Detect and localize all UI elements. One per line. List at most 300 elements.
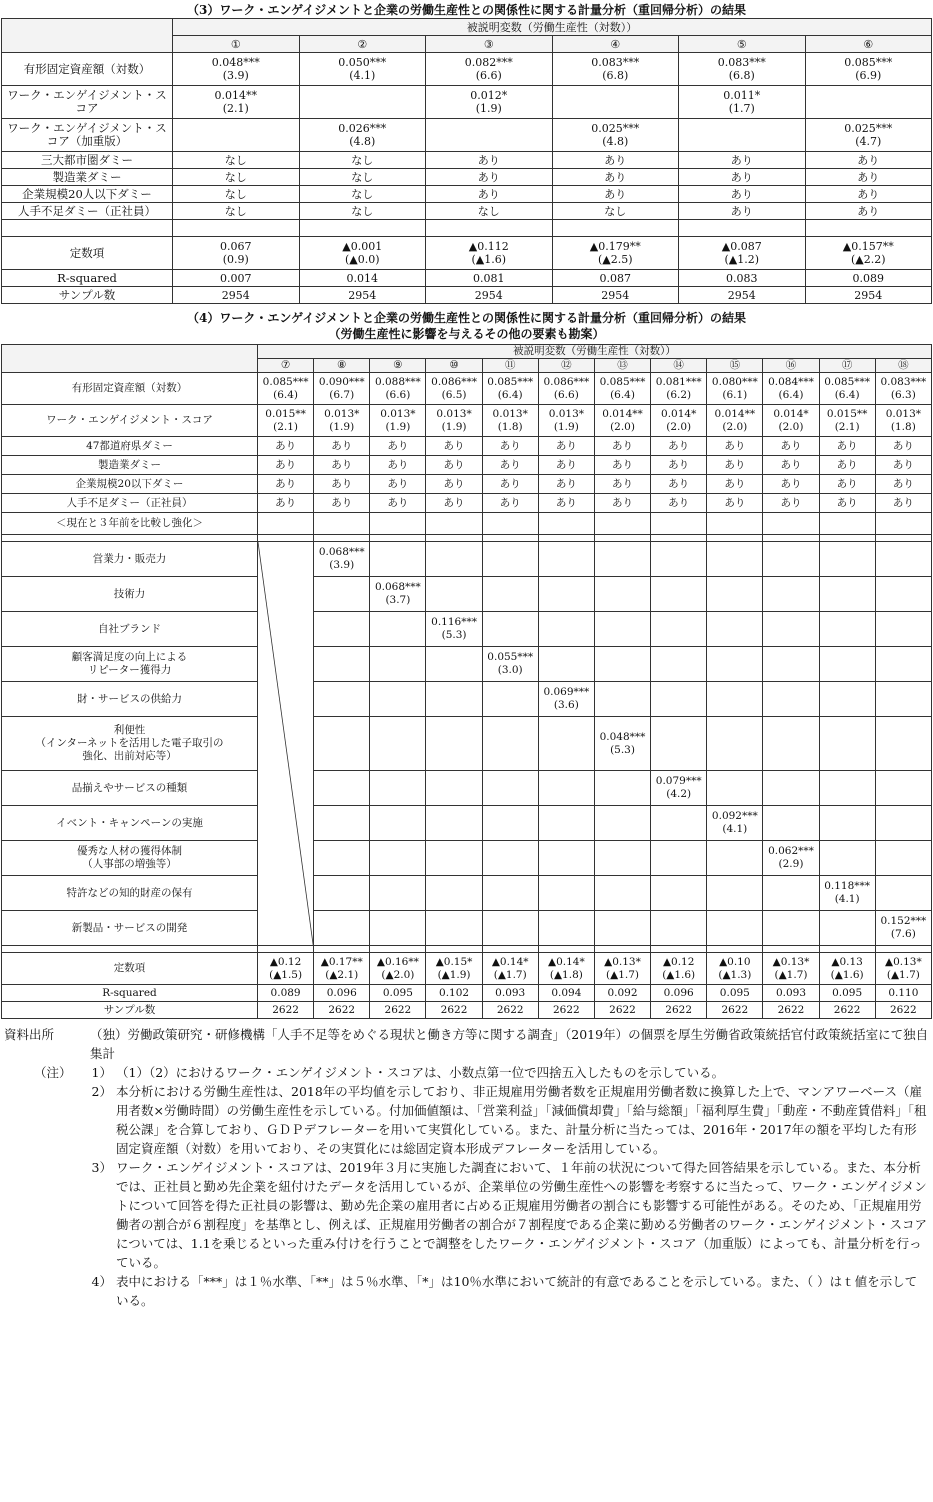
stat-cell: 2954: [299, 287, 426, 304]
coefficient: 0.079***: [655, 775, 702, 787]
empty-cell: [370, 911, 426, 946]
row-label: 有形固定資産額（対数）: [2, 53, 173, 86]
t-value: (4.1): [349, 69, 376, 82]
stat-cell: 0.093: [482, 985, 538, 1002]
t-value: (6.3): [890, 388, 916, 401]
empty-cell: [370, 841, 426, 876]
coefficient: 0.014*: [661, 407, 697, 420]
spacer-cell: [707, 535, 763, 542]
estimate-cell: [763, 405, 819, 437]
empty-cell: [314, 876, 370, 911]
estimate-cell: [707, 373, 763, 405]
t-value: (6.4): [610, 388, 635, 401]
dummy-cell: あり: [707, 494, 763, 513]
empty-cell: [594, 841, 650, 876]
empty-cell: [594, 806, 650, 841]
t-value: (3.9): [329, 559, 355, 571]
dummy-cell: あり: [875, 475, 931, 494]
coefficient: 0.013*: [492, 407, 528, 420]
stat-cell: 2622: [538, 1002, 594, 1019]
dummy-cell: あり: [370, 456, 426, 475]
estimate-cell: [763, 373, 819, 405]
spacer-cell: [299, 220, 426, 237]
spacer-cell: [594, 535, 650, 542]
coefficient: 0.090***: [318, 375, 365, 388]
constant-cell: [875, 953, 931, 985]
empty-cell: [370, 682, 426, 717]
estimate-cell: [594, 405, 650, 437]
empty-cell: [314, 612, 370, 647]
coefficient: 0.085***: [599, 375, 646, 388]
model-number: ⑫: [538, 359, 594, 373]
t-value: (▲2.2): [850, 253, 886, 266]
dummy-cell: あり: [651, 494, 707, 513]
coefficient: 0.088***: [374, 375, 421, 388]
empty-cell: [819, 577, 875, 612]
dummy-cell: あり: [482, 456, 538, 475]
spacer-cell: [370, 535, 426, 542]
dummy-cell: あり: [651, 437, 707, 456]
spacer-cell: [426, 535, 482, 542]
coefficient: 0.014**: [602, 407, 643, 420]
coefficient: ▲0.13*: [885, 955, 922, 968]
dummy-cell: あり: [314, 437, 370, 456]
spacer-cell: [651, 535, 707, 542]
header-row: [2, 19, 932, 36]
spacer-cell: [482, 535, 538, 542]
t-value: (3.0): [497, 664, 523, 676]
coefficient: 0.014*: [773, 407, 809, 420]
dummy-cell: あり: [258, 494, 314, 513]
coefficient: 0.013*: [380, 407, 416, 420]
stat-cell: 2954: [552, 287, 679, 304]
dummy-cell: あり: [426, 494, 482, 513]
model-number: ①: [173, 36, 300, 53]
row-label: 優秀な人材の獲得体制 （人事部の増強等）: [2, 841, 258, 876]
constant-cell: [538, 953, 594, 985]
stat-cell: 0.092: [594, 985, 650, 1002]
coefficient: 0.086***: [543, 375, 590, 388]
empty-cell: [482, 577, 538, 612]
row-label: 営業力・販売力: [2, 542, 258, 577]
coefficient: ▲0.179**: [589, 240, 641, 253]
coefficient: ▲0.12: [662, 955, 695, 968]
coefficient: 0.013*: [548, 407, 585, 420]
t-value: (▲1.3): [718, 968, 752, 981]
t-value: (▲1.7): [606, 968, 639, 981]
dummy-cell: あり: [651, 456, 707, 475]
spacer-cell: [426, 220, 553, 237]
empty-cell: [594, 577, 650, 612]
note-item: [84, 1158, 929, 1272]
model-number: ⑦: [258, 359, 314, 373]
constant-cell: [314, 953, 370, 985]
coefficient: ▲0.16**: [376, 955, 419, 968]
empty-cell: [538, 612, 594, 647]
coefficient: ▲0.14*: [491, 955, 529, 968]
aspect-estimate-cell: [707, 806, 763, 841]
stat-cell: 0.093: [763, 985, 819, 1002]
empty-cell: [651, 612, 707, 647]
note-text: ワーク・エンゲイジメント・スコアは、2019年３月に実施した調査において、１年前の状況について得た回答結果を示している。また、本分析では、正社員と勤め先企業を紐付けたデータを活用しているが、企業単位の労働生産性への影響を考察するに当たって、ワーク・エンゲイジメントについて回答を得た正社員の影響は、勤め先企業の雇用者に占める正規雇用労働者の割合にも影響する可能性がある。そのため、「正規雇用労働者の割合が６割程度」を基準とし、例えば、正規雇用労働者の割合が７割程度である企業に勤める労働者のワーク・エンゲイジメント・スコアについては、1.1を乗じるといった重み付けを行うことで調整をしたワーク・エンゲイジメント・スコア（加重版）によっても、計量分析を行っている。: [116, 1160, 928, 1270]
estimate-cell: [482, 405, 538, 437]
estimate-cell: [875, 405, 931, 437]
empty-cell: [763, 682, 819, 717]
coefficient: 0.013*: [885, 407, 922, 420]
dummy-cell: あり: [314, 456, 370, 475]
note-text: （1）（2）におけるワーク・エンゲイジメント・スコアは、小数点第一位で四捨五入したものを示している。: [116, 1065, 725, 1080]
estimate-cell: [552, 119, 679, 152]
coefficient: ▲0.13*: [604, 955, 641, 968]
t-value: (2.0): [610, 420, 635, 433]
empty-cell: [482, 542, 538, 577]
stat-cell: 0.089: [258, 985, 314, 1002]
model-number: ⑥: [805, 36, 932, 53]
empty-cell: [763, 911, 819, 946]
dummy-cell: あり: [482, 494, 538, 513]
stat-cell: 2954: [426, 287, 553, 304]
row-label: ＜現在と３年前を比較し強化＞: [2, 513, 258, 535]
constant-cell: [594, 953, 650, 985]
dummy-cell: あり: [258, 437, 314, 456]
coefficient: 0.048***: [211, 56, 260, 69]
empty-cell: [258, 513, 314, 535]
empty-cell: [651, 717, 707, 771]
constant-row: [2, 237, 932, 270]
empty-cell: [594, 911, 650, 946]
dummy-cell: あり: [763, 437, 819, 456]
estimate-cell: [314, 373, 370, 405]
estimate-cell: [482, 373, 538, 405]
t-value: (1.9): [475, 102, 502, 115]
dummy-cell: あり: [805, 186, 932, 203]
t-value: (3.6): [553, 699, 579, 711]
t-value: (1.9): [553, 420, 579, 433]
t-value: (▲1.7): [774, 968, 808, 981]
aspect-row: [2, 911, 932, 946]
empty-cell: [651, 542, 707, 577]
dummy-cell: あり: [763, 475, 819, 494]
aspect-estimate-cell: [594, 717, 650, 771]
row-label: 47都道府県ダミー: [2, 437, 258, 456]
spacer-cell: [819, 946, 875, 953]
spacer-cell: [538, 535, 594, 542]
dummy-cell: あり: [805, 203, 932, 220]
empty-cell: [426, 577, 482, 612]
coefficient: 0.085***: [824, 375, 871, 388]
stat-cell: 2622: [594, 1002, 650, 1019]
t-value: (▲1.7): [886, 968, 920, 981]
dummy-cell: あり: [707, 437, 763, 456]
empty-cell: [538, 876, 594, 911]
dummy-row: [2, 169, 932, 186]
empty-cell: [819, 771, 875, 806]
row-label: サンプル数: [2, 287, 173, 304]
coefficient: ▲0.001: [342, 240, 383, 253]
coefficient: 0.055***: [487, 651, 534, 663]
row-label: ワーク・エンゲイジメント・スコア: [2, 86, 173, 119]
dummy-cell: あり: [819, 494, 875, 513]
empty-cell: [707, 513, 763, 535]
empty-cell: [482, 806, 538, 841]
dummy-cell: あり: [370, 494, 426, 513]
empty-cell: [763, 806, 819, 841]
row-label: ワーク・エンゲイジメント・スコア（加重版）: [2, 119, 173, 152]
t-value: (6.6): [475, 69, 502, 82]
dummy-row: [2, 186, 932, 203]
empty-cell: [314, 841, 370, 876]
aspect-estimate-cell: [314, 542, 370, 577]
t-value: (4.1): [722, 823, 748, 835]
coefficient: 0.085***: [262, 375, 309, 388]
source-label: 資料出所: [4, 1027, 55, 1042]
estimate-cell: [173, 86, 300, 119]
coefficient: 0.116***: [431, 616, 477, 628]
coefficient: 0.025***: [591, 122, 640, 135]
empty-cell: [314, 577, 370, 612]
t-value: (2.9): [778, 858, 804, 870]
empty-cell: [763, 647, 819, 682]
aspect-row: [2, 647, 932, 682]
estimate-cell: [819, 373, 875, 405]
empty-cell: [651, 513, 707, 535]
dummy-cell: あり: [679, 169, 806, 186]
empty-cell: [707, 841, 763, 876]
estimate-cell: [538, 373, 594, 405]
constant-cell: [763, 953, 819, 985]
t-value: (6.8): [602, 69, 629, 82]
aspect-row: [2, 841, 932, 876]
t-value: (5.3): [441, 629, 467, 641]
spacer-cell: [314, 946, 370, 953]
note-item: [84, 1082, 929, 1158]
t-value: (6.4): [273, 388, 299, 401]
dummy-cell: あり: [370, 475, 426, 494]
estimate-cell: [299, 53, 426, 86]
constant-cell: [482, 953, 538, 985]
empty-cell: [482, 876, 538, 911]
t-value: (1.8): [497, 420, 523, 433]
header-row: [2, 345, 932, 359]
dummy-cell: あり: [707, 475, 763, 494]
constant-cell: [299, 237, 426, 270]
empty-cell: [538, 841, 594, 876]
t-value: (1.9): [385, 420, 411, 433]
estimate-cell: [299, 86, 426, 119]
row-label: 企業規模20以下ダミー: [2, 475, 258, 494]
estimate-cell: [314, 405, 370, 437]
note-items: [84, 1063, 929, 1310]
notes-block: [4, 1063, 929, 1310]
stat-cell: 0.007: [173, 270, 300, 287]
note-item: [84, 1272, 929, 1310]
table-row: [2, 86, 932, 119]
coefficient: 0.085***: [844, 56, 893, 69]
empty-cell: [426, 513, 482, 535]
coefficient: ▲0.10: [719, 955, 751, 968]
estimate-cell: [370, 405, 426, 437]
stat-cell: 2954: [173, 287, 300, 304]
dummy-cell: あり: [651, 475, 707, 494]
empty-cell: [707, 682, 763, 717]
empty-cell: [426, 806, 482, 841]
estimate-cell: [805, 53, 932, 86]
t-value: (4.8): [602, 135, 629, 148]
model-number: ③: [426, 36, 553, 53]
coefficient: 0.048***: [599, 730, 646, 743]
constant-cell: [707, 953, 763, 985]
dummy-row: [2, 203, 932, 220]
t-value: (1.7): [728, 102, 755, 115]
table-row: [2, 373, 932, 405]
row-label: R-squared: [2, 985, 258, 1002]
empty-cell: [707, 771, 763, 806]
t-value: (▲2.5): [597, 253, 633, 266]
empty-cell: [763, 542, 819, 577]
diagonal-line: [258, 542, 313, 945]
section-row: [2, 513, 932, 535]
model-number: ⑬: [594, 359, 650, 373]
spacer-row: [2, 946, 932, 953]
empty-cell: [763, 876, 819, 911]
estimate-cell: [679, 86, 806, 119]
constant-cell: [552, 237, 679, 270]
empty-cell: [370, 876, 426, 911]
dummy-cell: あり: [875, 494, 931, 513]
empty-cell: [482, 841, 538, 876]
empty-cell: [538, 771, 594, 806]
t-value: (2.1): [273, 420, 299, 433]
empty-cell: [482, 771, 538, 806]
dummy-cell: なし: [552, 203, 679, 220]
spacer-cell: [2, 535, 258, 542]
dummy-cell: なし: [299, 169, 426, 186]
table-row: [2, 119, 932, 152]
constant-cell: [258, 953, 314, 985]
dummy-cell: あり: [819, 475, 875, 494]
t-value: (1.8): [890, 420, 916, 433]
coefficient: 0.082***: [464, 56, 513, 69]
aspect-estimate-cell: [651, 771, 707, 806]
stat-cell: 0.014: [299, 270, 426, 287]
empty-cell: [875, 841, 931, 876]
dummy-cell: あり: [370, 437, 426, 456]
aspect-estimate-cell: [819, 876, 875, 911]
aspect-estimate-cell: [763, 841, 819, 876]
empty-cell: [763, 717, 819, 771]
dummy-cell: あり: [538, 437, 594, 456]
coefficient: ▲0.12: [269, 955, 302, 968]
coefficient: 0.014**: [214, 89, 257, 102]
dummy-cell: あり: [258, 456, 314, 475]
t-value: (6.6): [553, 388, 579, 401]
aspect-row: [2, 771, 932, 806]
empty-cell: [875, 612, 931, 647]
estimate-cell: [538, 405, 594, 437]
coefficient: ▲0.13: [831, 955, 863, 968]
t-value: (▲2.0): [381, 968, 415, 981]
empty-cell: [426, 841, 482, 876]
corner-cell: [2, 345, 258, 373]
estimate-cell: [426, 53, 553, 86]
estimate-cell: [370, 373, 426, 405]
stat-cell: 0.083: [679, 270, 806, 287]
dummy-cell: あり: [679, 152, 806, 169]
coefficient: 0.050***: [338, 56, 387, 69]
t-value: (6.8): [728, 69, 755, 82]
stat-cell: 0.095: [370, 985, 426, 1002]
dummy-cell: あり: [426, 152, 553, 169]
empty-cell: [314, 911, 370, 946]
spacer-cell: [594, 946, 650, 953]
dummy-row: [2, 437, 932, 456]
row-label: 定数項: [2, 237, 173, 270]
t-value: (2.1): [834, 420, 860, 433]
constant-cell: [819, 953, 875, 985]
empty-cell: [370, 542, 426, 577]
table-row: [2, 53, 932, 86]
empty-cell: [426, 542, 482, 577]
dummy-cell: あり: [538, 475, 594, 494]
empty-cell: [426, 876, 482, 911]
dummy-cell: あり: [482, 475, 538, 494]
row-label: 有形固定資産額（対数）: [2, 373, 258, 405]
spacer-cell: [173, 220, 300, 237]
spacer-cell: [679, 220, 806, 237]
note-number: 2）: [91, 1084, 112, 1099]
dummy-cell: なし: [426, 203, 553, 220]
estimate-cell: [805, 86, 932, 119]
model-number: ⑩: [426, 359, 482, 373]
model-number: ⑱: [875, 359, 931, 373]
stat-cell: 0.095: [819, 985, 875, 1002]
dummy-row: [2, 152, 932, 169]
row-label: 人手不足ダミー（正社員）: [2, 494, 258, 513]
table4-title: （4）ワーク・エンゲイジメントと企業の労働生産性との関係性に関する計量分析（重回帰分析）の結果: [187, 311, 746, 325]
row-label: R-squared: [2, 270, 173, 287]
row-label: 財・サービスの供給力: [2, 682, 258, 717]
estimate-cell: [426, 405, 482, 437]
dummy-cell: あり: [538, 494, 594, 513]
t-value: (6.2): [666, 388, 692, 401]
empty-cell: [314, 647, 370, 682]
coefficient: 0.015**: [826, 407, 868, 420]
spacer-cell: [763, 535, 819, 542]
empty-cell: [707, 911, 763, 946]
row-label: 定数項: [2, 953, 258, 985]
empty-cell: [314, 513, 370, 535]
t-value: (6.9): [855, 69, 882, 82]
estimate-cell: [594, 373, 650, 405]
empty-cell: [763, 771, 819, 806]
t-value: (1.9): [441, 420, 467, 433]
empty-cell: [651, 577, 707, 612]
estimate-cell: [173, 53, 300, 86]
row-label: 顧客満足度の向上による リピーター獲得力: [2, 647, 258, 682]
row-label: サンプル数: [2, 1002, 258, 1019]
t-value: (3.7): [385, 594, 411, 606]
empty-cell: [370, 513, 426, 535]
empty-cell: [482, 911, 538, 946]
note-text: 表中における「***」は１％水準、「**」は５％水準、「*」は10％水準において統計的有意であることを示している。また、（ ）はｔ値を示している。: [116, 1274, 918, 1308]
empty-cell: [482, 612, 538, 647]
empty-cell: [819, 682, 875, 717]
constant-cell: [679, 237, 806, 270]
dummy-cell: あり: [679, 186, 806, 203]
empty-cell: [651, 841, 707, 876]
row-label: 自社ブランド: [2, 612, 258, 647]
row-label: 製造業ダミー: [2, 169, 173, 186]
